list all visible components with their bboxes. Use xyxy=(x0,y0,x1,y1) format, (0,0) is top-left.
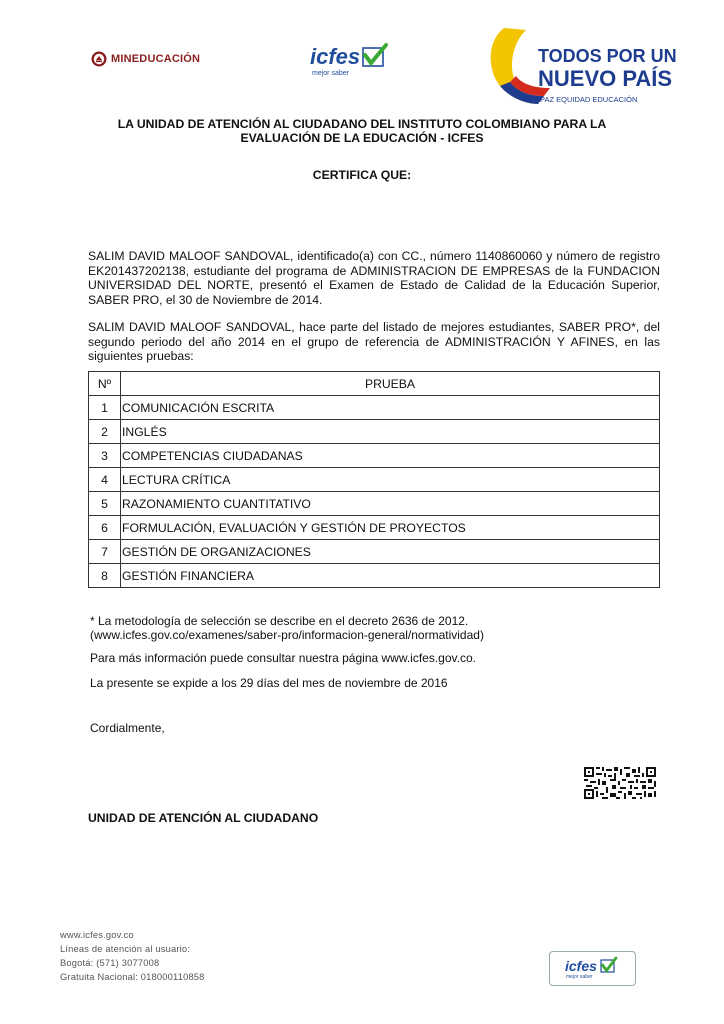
slogan-line2: NUEVO PAÍS xyxy=(538,66,673,91)
test-name: COMPETENCIAS CIUDADANAS xyxy=(121,444,660,468)
footer-icfes-logo xyxy=(563,956,621,980)
issued-date-text: La presente se expide a los 29 días del mes de noviembre de 2016 xyxy=(90,676,448,690)
more-info-text: Para más información puede consultar nuestra página www.icfes.gov.co. xyxy=(90,651,476,665)
footer-website: www.icfes.gov.co xyxy=(60,930,134,940)
test-name: LECTURA CRÍTICA xyxy=(121,468,660,492)
mineducacion-logo xyxy=(91,51,200,67)
table-header-test: PRUEBA xyxy=(121,372,660,396)
icfes-tagline: mejor saber xyxy=(312,70,349,77)
slogan-line1: TODOS POR UN xyxy=(538,46,677,66)
table-row xyxy=(89,444,660,468)
test-name: FORMULACIÓN, EVALUACIÓN Y GESTIÓN DE PROYECTOS xyxy=(121,516,660,540)
paragraph-identification: SALIM DAVID MALOOF SANDOVAL, identificado(a) con CC., número 1140860060 y número de registro EK201437202138, estudiante del programa de ADMINISTRACION DE EMPRESAS de la FUNDACION UNIVERSIDAD DEL NORTE, presentó el Examen de Estado de Calidad de la Educación Superior, SABER PRO, el 30 de Noviembre de 2014. xyxy=(88,249,660,308)
title-line2: EVALUACIÓN DE LA EDUCACIÓN - ICFES xyxy=(240,131,484,145)
title-line1: LA UNIDAD DE ATENCIÓN AL CIUDADANO DEL INSTITUTO COLOMBIANO PARA LA xyxy=(117,117,607,131)
table-row xyxy=(89,396,660,420)
todos-por-un-nuevo-pais-logo xyxy=(486,26,677,108)
test-name: RAZONAMIENTO CUANTITATIVO xyxy=(121,492,660,516)
footer-lines-label: Líneas de atención al usuario: xyxy=(60,944,191,954)
paragraph-best-students: SALIM DAVID MALOOF SANDOVAL, hace parte del listado de mejores estudiantes, SABER PRO*, del segundo periodo del año 2014 en el grupo de referencia de ADMINISTRACIÓN Y AFINES, en las siguientes pruebas: xyxy=(88,320,660,364)
ministry-name: MINEDUCACIÓN xyxy=(111,53,201,65)
table-row xyxy=(89,516,660,540)
icfes-word: icfes xyxy=(310,44,361,69)
test-name: GESTIÓN DE ORGANIZACIONES xyxy=(121,540,660,564)
table-header-row xyxy=(89,372,660,396)
footer-icfes-word: icfes xyxy=(565,958,597,974)
table-row xyxy=(89,564,660,588)
test-number: 5 xyxy=(89,492,121,516)
table-row xyxy=(89,468,660,492)
table-row xyxy=(89,492,660,516)
icfes-logo xyxy=(308,42,390,78)
test-number: 1 xyxy=(89,396,121,420)
test-name: INGLÉS xyxy=(121,420,660,444)
slogan-sub: PAZ EQUIDAD EDUCACIÓN xyxy=(540,95,638,104)
test-number: 4 xyxy=(89,468,121,492)
test-number: 7 xyxy=(89,540,121,564)
test-number: 2 xyxy=(89,420,121,444)
methodology-url: (www.icfes.gov.co/examenes/saber-pro/informacion-general/normatividad) xyxy=(90,628,484,642)
tests-table xyxy=(88,371,660,588)
footer-icfes-tagline: mejor saber xyxy=(566,974,593,980)
table-row xyxy=(89,420,660,444)
test-name: COMUNICACIÓN ESCRITA xyxy=(121,396,660,420)
closing-text: Cordialmente, xyxy=(90,721,165,735)
test-number: 8 xyxy=(89,564,121,588)
test-number: 3 xyxy=(89,444,121,468)
table-header-number: Nº xyxy=(89,372,121,396)
table-row xyxy=(89,540,660,564)
methodology-note: * La metodología de selección se describe en el decreto 2636 de 2012. xyxy=(90,614,469,628)
colombia-seal-icon xyxy=(91,51,107,67)
footer-national-phone: Gratuita Nacional: 018000110858 xyxy=(60,972,205,982)
footer-bogota-phone: Bogotá: (571) 3077008 xyxy=(60,958,160,968)
certifica-heading: CERTIFICA QUE: xyxy=(312,168,412,182)
qr-code-icon xyxy=(584,767,656,799)
signature-unit: UNIDAD DE ATENCIÓN AL CIUDADANO xyxy=(88,811,319,825)
test-number: 6 xyxy=(89,516,121,540)
test-name: GESTIÓN FINANCIERA xyxy=(121,564,660,588)
